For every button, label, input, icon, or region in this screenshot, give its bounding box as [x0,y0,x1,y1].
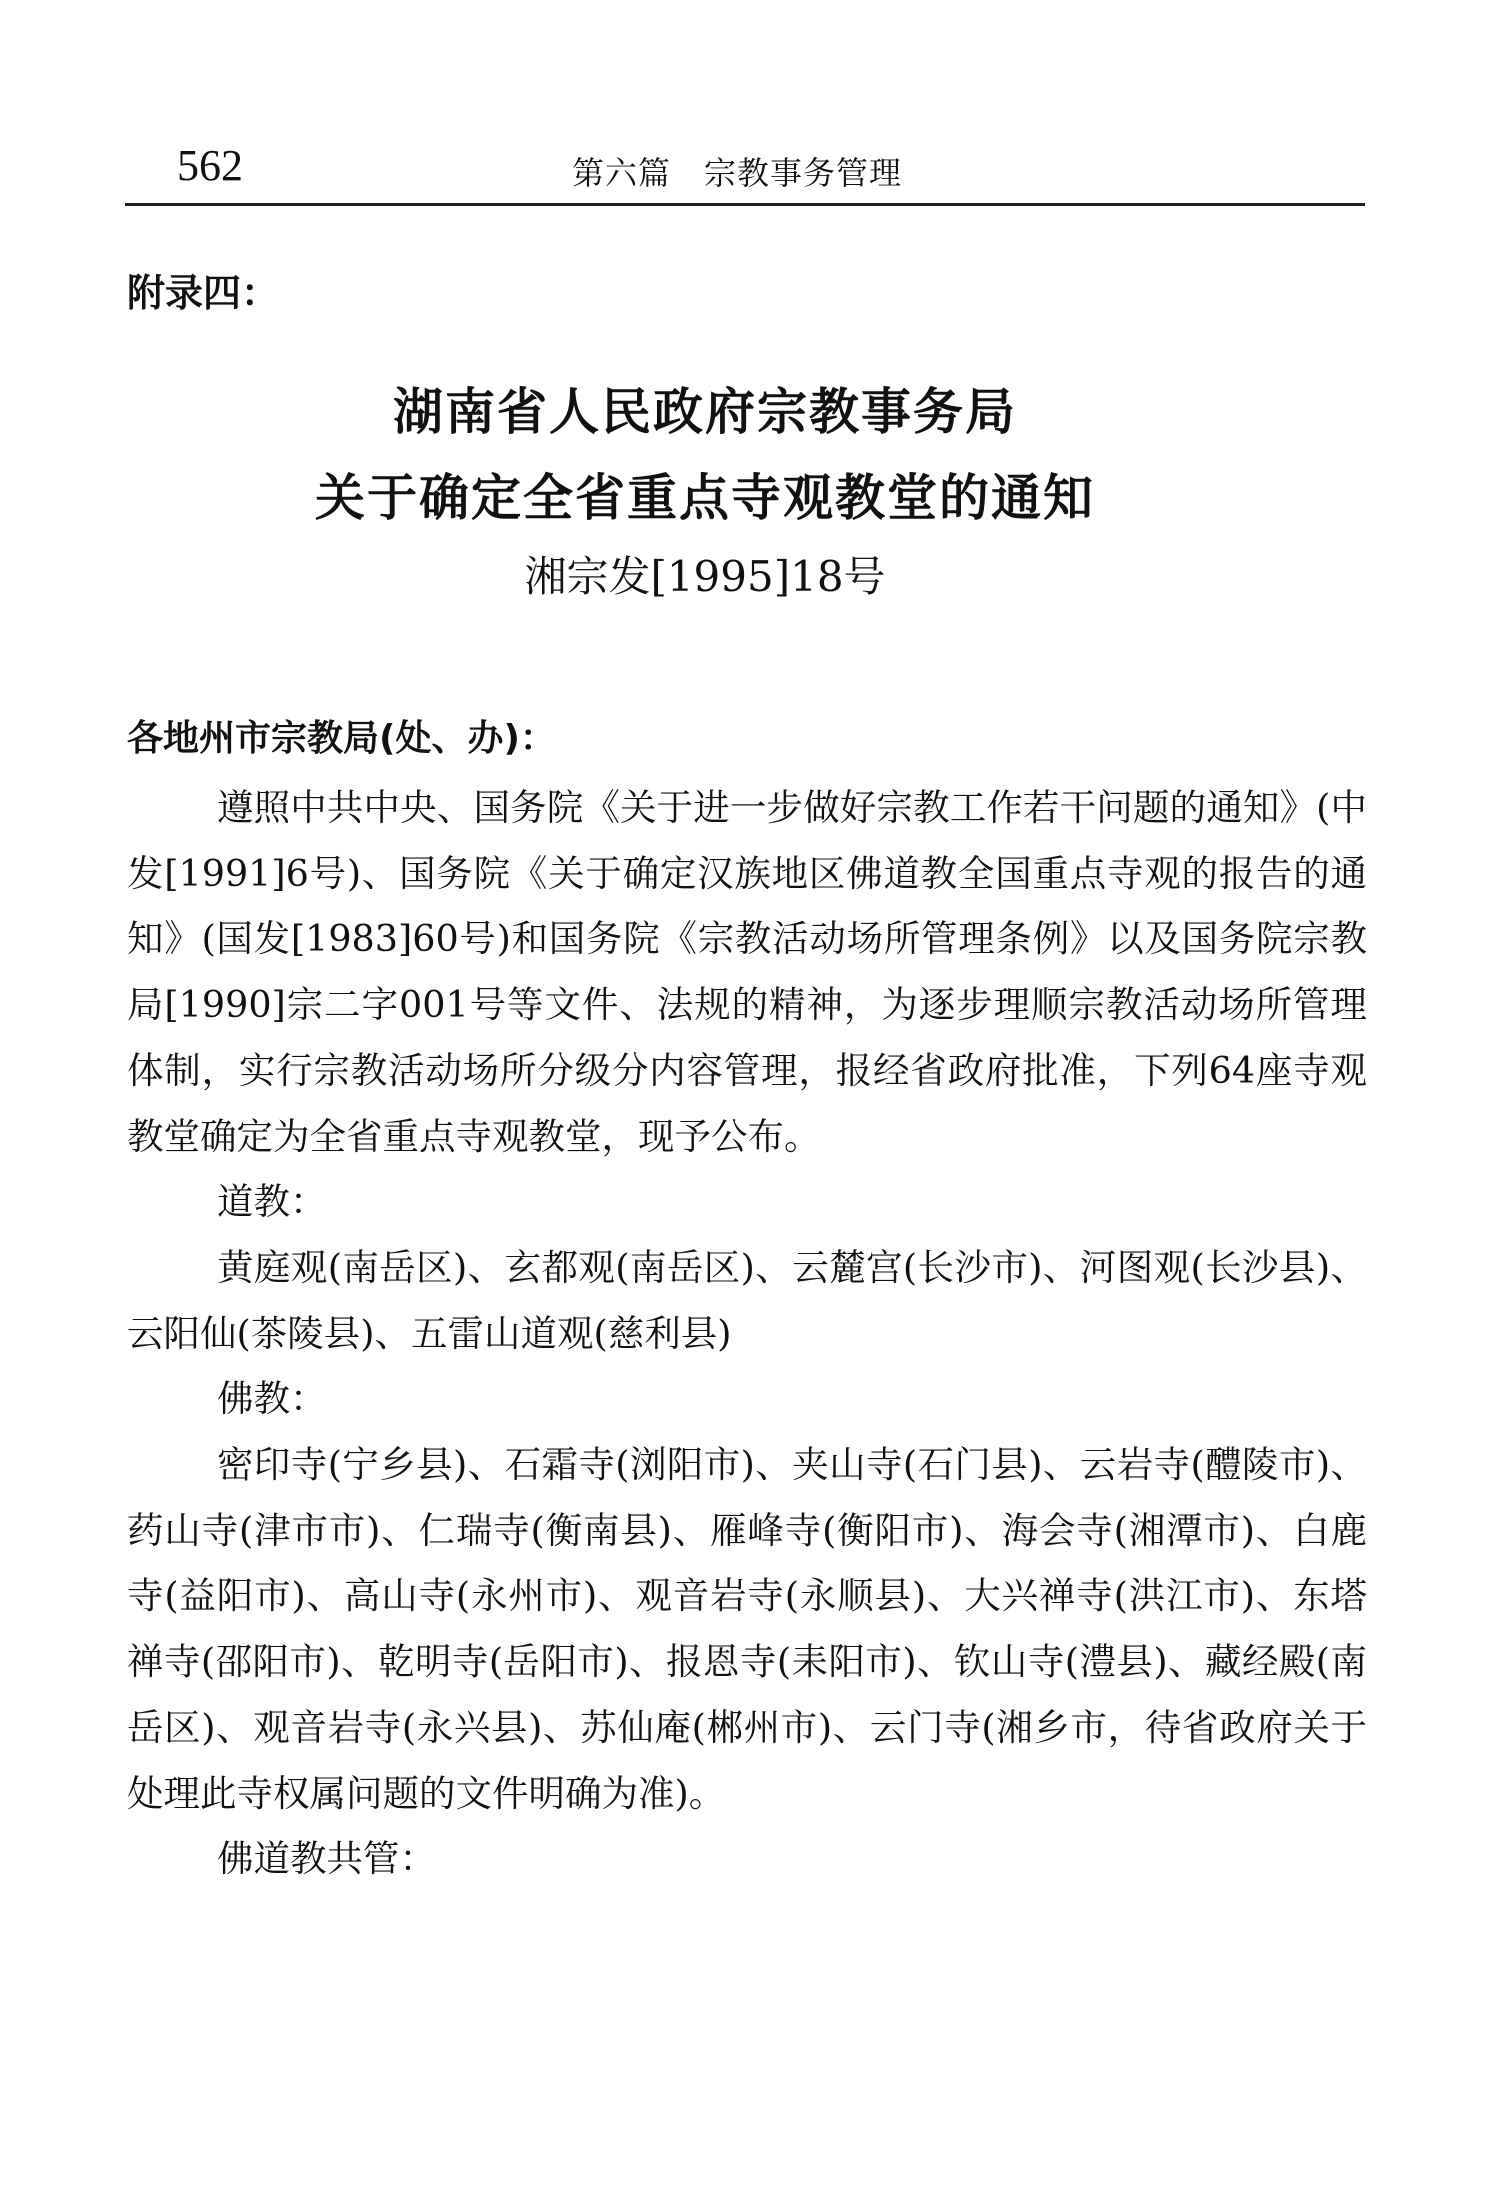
document-title-line-1: 湖南省人民政府宗教事务局 [393,383,1017,441]
header-rule [125,203,1365,206]
section-heading-joint: 佛道教共管： [217,1837,436,1881]
section-heading-buddhism: 佛教： [217,1377,327,1421]
document-body [127,775,1367,1892]
document-title-line-2: 关于确定全省重点寺观教堂的通知 [315,469,1095,527]
paragraph-preamble: 遵照中共中央、国务院《关于进一步做好宗教工作若干问题的通知》(中发[1991]6号)、国务院《关于确定汉族地区佛道教全国重点寺观的报告的通知》(国发[1983]60号)和国务院《宗教活动场所管理条例》以及国务院宗教局[1990]宗二字001号等文件、法规的精神，为逐步理顺宗教活动场所管理体制，实行宗教活动场所分级分内容管理，报经省政府批准，下列64座寺观教堂确定为全省重点寺观教堂，现予公布。 [127,786,1367,1158]
section-heading-taoism: 道教： [217,1180,327,1224]
document-number: 湘宗发[1995]18号 [524,552,886,601]
page-number: 562 [177,141,243,190]
appendix-label: 附录四： [127,271,280,315]
page-header [125,140,1365,200]
running-head: 第六篇 宗教事务管理 [572,154,903,192]
paragraph-buddhism-list: 密印寺(宁乡县)、石霜寺(浏阳市)、夹山寺(石门县)、云岩寺(醴陵市)、药山寺(津市市)、仁瑞寺(衡南县)、雁峰寺(衡阳市)、海会寺(湘潭市)、白鹿寺(益阳市)、高山寺(永州市)、观音岩寺(永顺县)、大兴禅寺(洪江市)、东塔禅寺(邵阳市)、乾明寺(岳阳市)、报恩寺(耒阳市)、钦山寺(澧县)、藏经殿(南岳区)、观音岩寺(永兴县)、苏仙庵(郴州市)、云门寺(湘乡市，待省政府关于处理此寺权属问题的文件明确为准)。 [127,1443,1367,1815]
addressee: 各地州市宗教局(处、办)： [127,718,556,759]
paragraph-taoism-list: 黄庭观(南岳区)、玄都观(南岳区)、云麓宫(长沙市)、河图观(长沙县)、云阳仙(茶陵县)、五雷山道观(慈利县) [127,1245,1367,1355]
